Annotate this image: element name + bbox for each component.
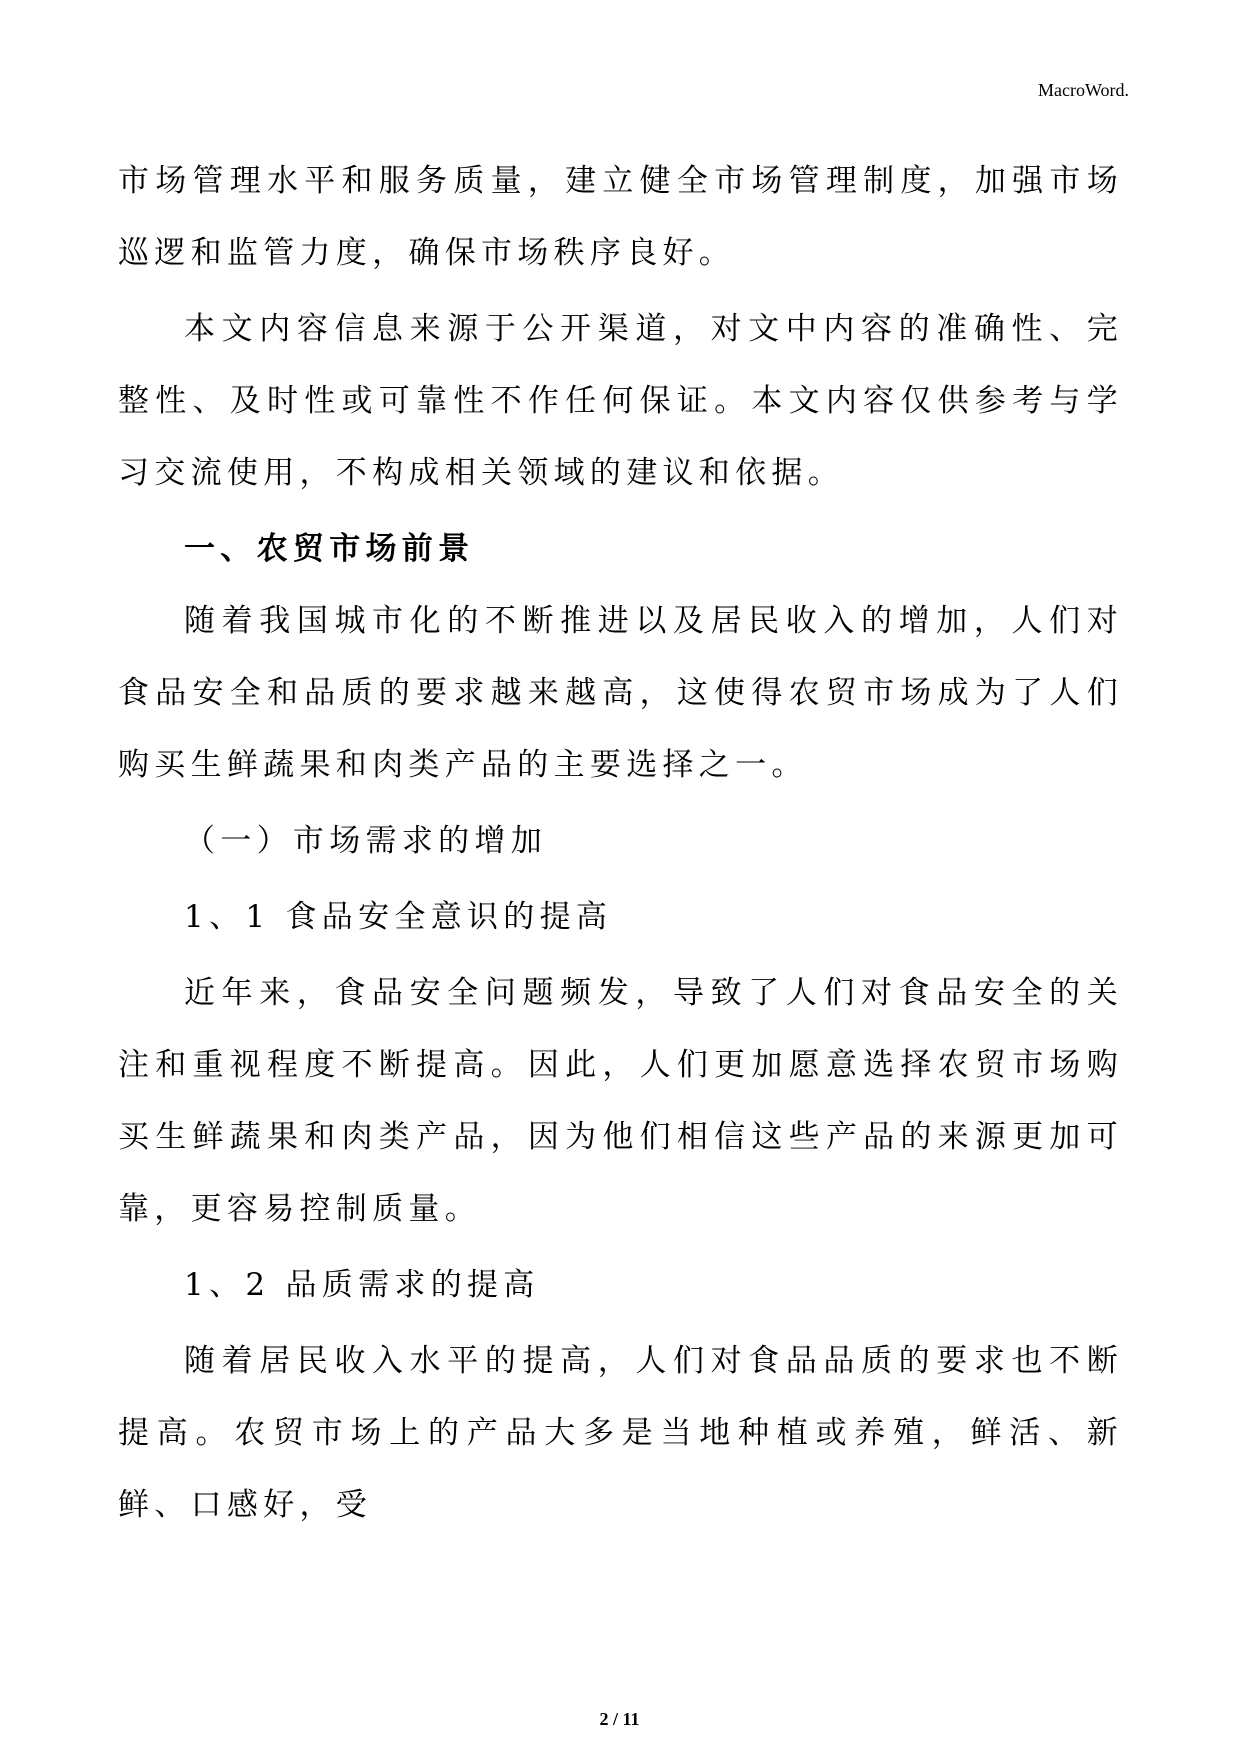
- paragraph-market-management: 市场管理水平和服务质量，建立健全市场管理制度，加强市场巡逻和监管力度，确保市场秩序良好。: [118, 163, 1123, 271]
- subheading-quality-demand: 1、2 品质需求的提高: [184, 1267, 540, 1303]
- section-heading-outlook: 一、农贸市场前景: [184, 531, 475, 567]
- header-brand: MacroWord.: [1037, 80, 1129, 100]
- page-number: 2 / 11: [599, 1709, 640, 1729]
- subheading-food-safety: 1、1 食品安全意识的提高: [184, 899, 613, 935]
- paragraph-quality-demand: 随着居民收入水平的提高，人们对食品品质的要求也不断提高。农贸市场上的产品大多是当地种植或养殖，鲜活、新鲜、口感好，受: [118, 1343, 1123, 1523]
- subsection-heading-demand: （一）市场需求的增加: [184, 823, 547, 859]
- document-body: [118, 145, 1123, 1541]
- paragraph-disclaimer: 本文内容信息来源于公开渠道，对文中内容的准确性、完整性、及时性或可靠性不作任何保证。本文内容仅供参考与学习交流使用，不构成相关领域的建议和依据。: [118, 311, 1123, 491]
- paragraph-food-safety: 近年来，食品安全问题频发，导致了人们对食品安全的关注和重视程度不断提高。因此，人们更加愿意选择农贸市场购买生鲜蔬果和肉类产品，因为他们相信这些产品的来源更加可靠，更容易控制质量。: [118, 975, 1123, 1227]
- paragraph-outlook-intro: 随着我国城市化的不断推进以及居民收入的增加，人们对食品安全和品质的要求越来越高，这使得农贸市场成为了人们购买生鲜蔬果和肉类产品的主要选择之一。: [118, 603, 1123, 783]
